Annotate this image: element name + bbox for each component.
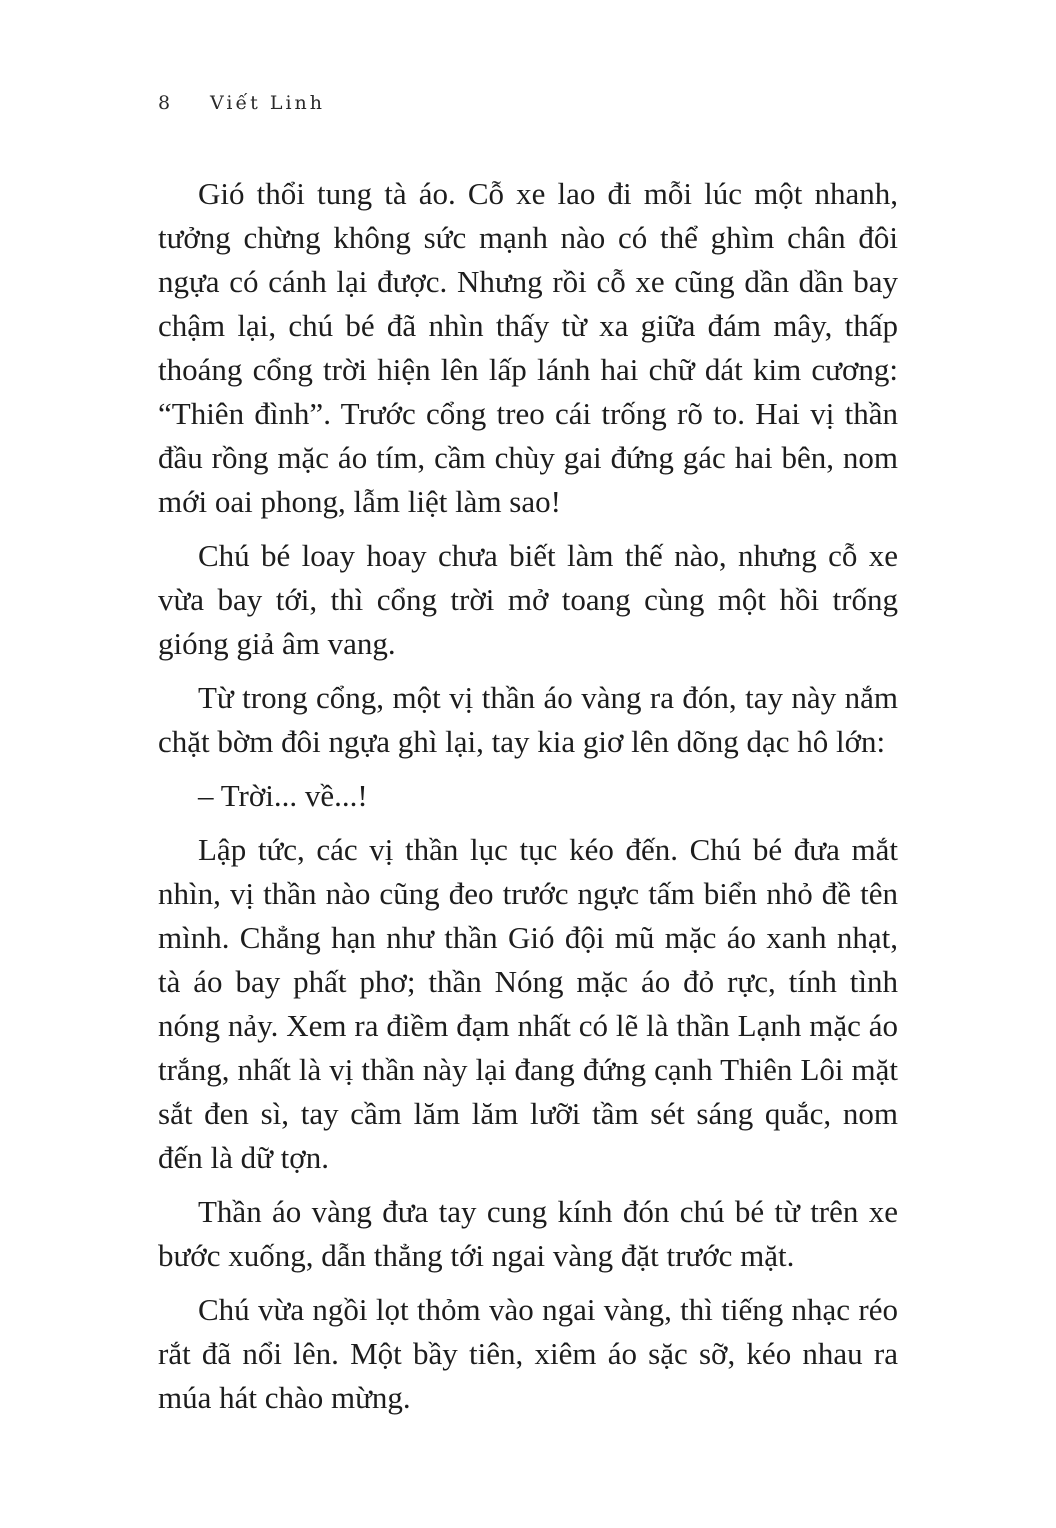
paragraph: Gió thổi tung tà áo. Cỗ xe lao đi mỗi lúc một nhanh, tưởng chừng không sức mạnh nào có thể ghìm chân đôi ngựa có cánh lại được. Nhưng rồi cỗ xe cũng dần dần bay chậm lại, chú bé đã nhìn thấy từ xa giữa đám mây, thấp thoáng cổng trời hiện lên lấp lánh hai chữ dát kim cương: “Thiên đình”. Trước cổng treo cái trống rõ to. Hai vị thần đầu rồng mặc áo tím, cầm chùy gai đứng gác hai bên, nom mới oai phong, lẫm liệt làm sao!: [158, 176, 898, 519]
paragraph: Từ trong cổng, một vị thần áo vàng ra đón, tay này nắm chặt bờm đôi ngựa ghì lại, tay kia giơ lên dõng dạc hô lớn:: [158, 680, 898, 759]
running-head: [158, 92, 325, 114]
paragraph: Lập tức, các vị thần lục tục kéo đến. Chú bé đưa mắt nhìn, vị thần nào cũng đeo trước ngực tấm biển nhỏ đề tên mình. Chẳng hạn như thần Gió đội mũ mặc áo xanh nhạt, tà áo bay phất phơ; thần Nóng mặc áo đỏ rực, tính tình nóng nảy. Xem ra điềm đạm nhất có lẽ là thần Lạnh mặc áo trắng, nhất là vị thần này lại đang đứng cạnh Thiên Lôi mặt sắt đen sì, tay cầm lăm lăm lưỡi tầm sét sáng quắc, nom đến là dữ tợn.: [158, 832, 898, 1175]
page-number: 8: [158, 92, 171, 114]
dialogue-line: – Trời... về...!: [198, 778, 368, 813]
author-name: Viết Linh: [210, 92, 325, 114]
body-text: [158, 172, 898, 1430]
paragraph: Chú bé loay hoay chưa biết làm thế nào, nhưng cỗ xe vừa bay tới, thì cổng trời mở toang cùng một hồi trống gióng giả âm vang.: [158, 538, 898, 661]
paragraph: Thần áo vàng đưa tay cung kính đón chú bé từ trên xe bước xuống, dẫn thẳng tới ngai vàng đặt trước mặt.: [158, 1194, 898, 1273]
paragraph: Chú vừa ngồi lọt thỏm vào ngai vàng, thì tiếng nhạc réo rắt đã nổi lên. Một bầy tiên, xiêm áo sặc sỡ, kéo nhau ra múa hát chào mừng.: [158, 1292, 898, 1415]
